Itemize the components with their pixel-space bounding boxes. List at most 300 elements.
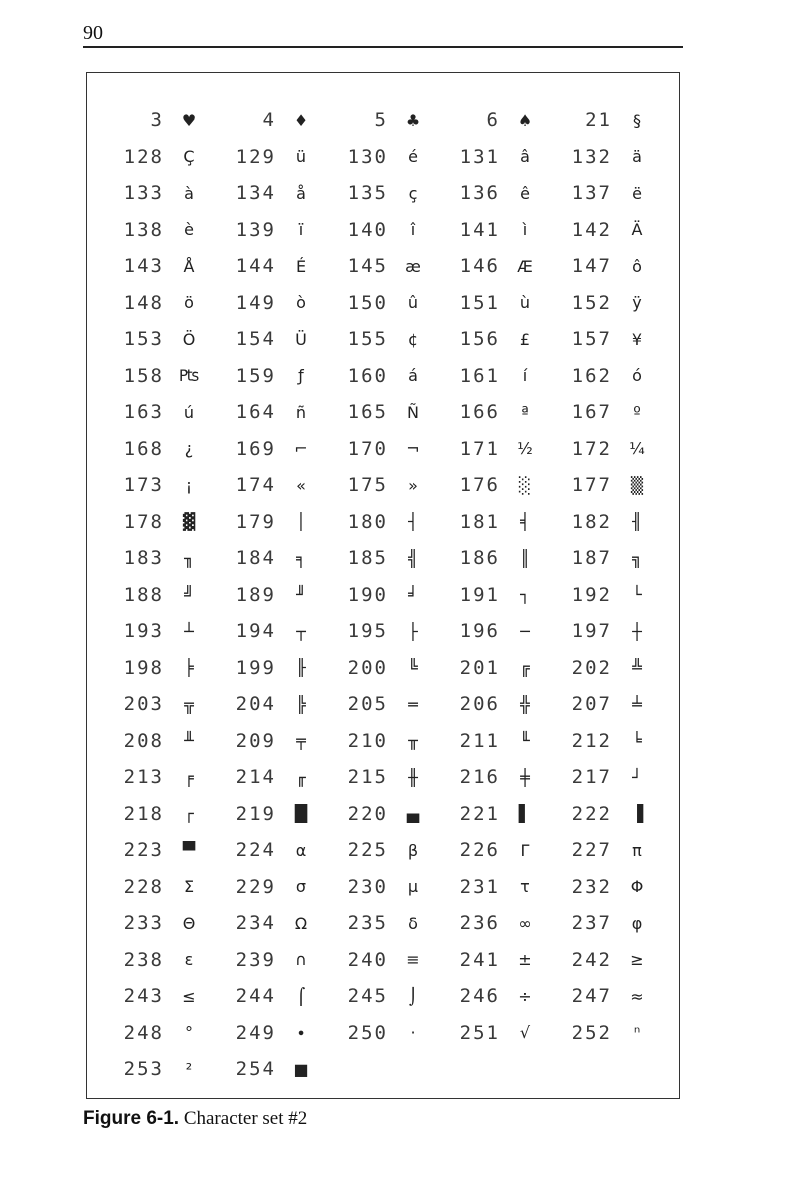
char-glyph: │ bbox=[296, 512, 306, 532]
char-entry bbox=[212, 540, 324, 577]
char-glyph: £ bbox=[519, 329, 531, 349]
char-glyph: █ bbox=[294, 804, 308, 824]
char-glyph: ♥ bbox=[181, 110, 197, 130]
char-code: 5 bbox=[374, 109, 388, 132]
char-code: 184 bbox=[235, 547, 276, 570]
char-entry bbox=[436, 321, 548, 358]
char-entry bbox=[100, 431, 212, 468]
char-glyph: é bbox=[408, 147, 418, 167]
char-code: 155 bbox=[347, 328, 388, 351]
char-entry bbox=[212, 1051, 324, 1088]
char-entry bbox=[436, 577, 548, 614]
char-glyph: ╦ bbox=[184, 694, 194, 714]
char-entry bbox=[324, 212, 436, 249]
char-entry bbox=[212, 942, 324, 979]
char-code: 224 bbox=[235, 839, 276, 862]
char-glyph: ú bbox=[183, 402, 195, 422]
char-glyph: ♦ bbox=[293, 110, 309, 130]
char-entry bbox=[100, 504, 212, 541]
char-entry bbox=[212, 869, 324, 906]
char-entry bbox=[100, 942, 212, 979]
char-code: 164 bbox=[235, 401, 276, 424]
char-entry bbox=[100, 248, 212, 285]
char-entry bbox=[212, 321, 324, 358]
char-glyph: ┼ bbox=[632, 621, 642, 641]
char-code: 189 bbox=[235, 583, 276, 606]
char-code: 196 bbox=[459, 620, 500, 643]
char-code: 145 bbox=[347, 255, 388, 278]
char-entry bbox=[324, 102, 436, 139]
char-glyph: ò bbox=[296, 293, 306, 313]
char-entry bbox=[548, 796, 660, 833]
char-glyph: » bbox=[408, 475, 418, 495]
char-entry bbox=[324, 723, 436, 760]
char-glyph: ç bbox=[408, 183, 418, 203]
char-code: 244 bbox=[235, 985, 276, 1008]
char-code: 128 bbox=[123, 145, 164, 168]
char-glyph: ² bbox=[185, 1059, 193, 1079]
char-entry bbox=[548, 686, 660, 723]
char-glyph: ╜ bbox=[296, 585, 306, 605]
char-glyph: ε bbox=[184, 950, 194, 970]
char-entry bbox=[436, 394, 548, 431]
char-glyph: Ö bbox=[182, 329, 196, 349]
char-code: 216 bbox=[459, 766, 500, 789]
char-entry bbox=[100, 723, 212, 760]
char-code: 241 bbox=[459, 948, 500, 971]
char-entry bbox=[212, 102, 324, 139]
char-entry bbox=[100, 1015, 212, 1052]
char-glyph: Å bbox=[183, 256, 195, 276]
char-glyph: τ bbox=[520, 877, 530, 897]
char-entry bbox=[100, 358, 212, 395]
char-glyph: ╧ bbox=[632, 694, 642, 714]
char-entry bbox=[548, 321, 660, 358]
char-code: 154 bbox=[235, 328, 276, 351]
char-entry bbox=[548, 175, 660, 212]
char-code: 174 bbox=[235, 474, 276, 497]
char-glyph: í bbox=[522, 366, 528, 386]
char-glyph: ∙ bbox=[295, 1023, 306, 1043]
char-code: 251 bbox=[459, 1021, 500, 1044]
char-entry bbox=[100, 394, 212, 431]
char-glyph: ° bbox=[185, 1023, 193, 1043]
char-entry bbox=[436, 102, 548, 139]
char-glyph: ▒ bbox=[630, 475, 644, 495]
char-glyph: ╤ bbox=[296, 731, 306, 751]
char-entry bbox=[100, 905, 212, 942]
char-entry bbox=[100, 832, 212, 869]
char-code: 136 bbox=[459, 182, 500, 205]
char-entry bbox=[548, 978, 660, 1015]
char-code: 177 bbox=[571, 474, 612, 497]
char-code: 195 bbox=[347, 620, 388, 643]
char-code: 172 bbox=[571, 437, 612, 460]
char-glyph: ä bbox=[632, 147, 642, 167]
char-code: 190 bbox=[347, 583, 388, 606]
char-code: 169 bbox=[235, 437, 276, 460]
char-entry bbox=[100, 285, 212, 322]
char-glyph: Φ bbox=[630, 877, 644, 897]
char-entry bbox=[436, 686, 548, 723]
char-entry bbox=[548, 467, 660, 504]
char-entry bbox=[212, 1015, 324, 1052]
char-entry bbox=[436, 613, 548, 650]
char-code: 21 bbox=[585, 109, 612, 132]
char-code: 171 bbox=[459, 437, 500, 460]
char-entry bbox=[548, 540, 660, 577]
char-code: 133 bbox=[123, 182, 164, 205]
char-code: 248 bbox=[123, 1021, 164, 1044]
char-entry bbox=[548, 102, 660, 139]
char-entry bbox=[100, 321, 212, 358]
char-glyph: ≤ bbox=[182, 986, 196, 1006]
char-glyph: ▓ bbox=[182, 512, 196, 532]
char-code: 138 bbox=[123, 218, 164, 241]
char-code: 166 bbox=[459, 401, 500, 424]
char-code: 217 bbox=[571, 766, 612, 789]
char-code: 150 bbox=[347, 291, 388, 314]
char-glyph: ■ bbox=[293, 1059, 309, 1079]
char-code: 188 bbox=[123, 583, 164, 606]
char-code: 159 bbox=[235, 364, 276, 387]
char-code: 198 bbox=[123, 656, 164, 679]
char-glyph: ƒ bbox=[298, 366, 304, 386]
char-entry bbox=[324, 978, 436, 1015]
char-glyph: ₧ bbox=[178, 366, 200, 386]
char-code: 253 bbox=[123, 1058, 164, 1081]
char-entry bbox=[436, 431, 548, 468]
char-entry bbox=[212, 905, 324, 942]
char-code: 203 bbox=[123, 693, 164, 716]
char-code: 246 bbox=[459, 985, 500, 1008]
char-entry bbox=[324, 650, 436, 687]
char-code: 212 bbox=[571, 729, 612, 752]
char-code: 143 bbox=[123, 255, 164, 278]
char-entry bbox=[324, 394, 436, 431]
char-entry bbox=[436, 832, 548, 869]
char-code: 237 bbox=[571, 912, 612, 935]
char-code: 229 bbox=[235, 875, 276, 898]
char-entry bbox=[100, 978, 212, 1015]
char-glyph: ≡ bbox=[406, 950, 420, 970]
char-code: 250 bbox=[347, 1021, 388, 1044]
char-code: 202 bbox=[571, 656, 612, 679]
char-entry bbox=[324, 613, 436, 650]
char-entry bbox=[324, 1015, 436, 1052]
char-glyph: ╬ bbox=[520, 694, 530, 714]
char-glyph: á bbox=[408, 366, 418, 386]
char-code: 132 bbox=[571, 145, 612, 168]
char-glyph: ╨ bbox=[184, 731, 194, 751]
char-glyph: ╢ bbox=[632, 512, 642, 532]
char-glyph: ñ bbox=[295, 402, 307, 422]
char-entry bbox=[324, 832, 436, 869]
char-entry bbox=[212, 832, 324, 869]
char-entry bbox=[212, 394, 324, 431]
char-entry bbox=[436, 650, 548, 687]
char-code: 193 bbox=[123, 620, 164, 643]
char-entry bbox=[436, 942, 548, 979]
char-code: 228 bbox=[123, 875, 164, 898]
char-glyph: Ω bbox=[294, 913, 308, 933]
char-entry bbox=[324, 285, 436, 322]
char-code: 234 bbox=[235, 912, 276, 935]
char-entry bbox=[212, 504, 324, 541]
char-code: 231 bbox=[459, 875, 500, 898]
char-entry bbox=[436, 723, 548, 760]
char-code: 247 bbox=[571, 985, 612, 1008]
char-entry bbox=[548, 431, 660, 468]
char-entry bbox=[100, 540, 212, 577]
char-code: 232 bbox=[571, 875, 612, 898]
char-entry bbox=[212, 723, 324, 760]
char-glyph: ╥ bbox=[408, 731, 418, 751]
char-glyph: ⌐ bbox=[294, 439, 308, 459]
char-glyph: ♣ bbox=[405, 110, 421, 130]
char-glyph: É bbox=[295, 256, 307, 276]
char-entry bbox=[548, 759, 660, 796]
char-glyph: § bbox=[633, 110, 641, 130]
char-glyph: à bbox=[184, 183, 194, 203]
char-entry bbox=[100, 613, 212, 650]
char-code: 161 bbox=[459, 364, 500, 387]
char-code: 168 bbox=[123, 437, 164, 460]
char-entry bbox=[436, 139, 548, 176]
char-code: 230 bbox=[347, 875, 388, 898]
char-glyph: ♠ bbox=[517, 110, 533, 130]
char-code: 153 bbox=[123, 328, 164, 351]
char-code: 205 bbox=[347, 693, 388, 716]
char-glyph: ª bbox=[521, 402, 529, 422]
char-code: 215 bbox=[347, 766, 388, 789]
figure-caption bbox=[83, 1108, 307, 1130]
char-code: 6 bbox=[486, 109, 500, 132]
char-code: 165 bbox=[347, 401, 388, 424]
caption-label: Figure 6-1. bbox=[83, 1108, 180, 1129]
char-glyph: φ bbox=[631, 913, 643, 933]
char-code: 201 bbox=[459, 656, 500, 679]
char-code: 238 bbox=[123, 948, 164, 971]
char-entry bbox=[436, 796, 548, 833]
char-glyph: β bbox=[407, 840, 419, 860]
char-entry bbox=[212, 650, 324, 687]
char-entry bbox=[324, 467, 436, 504]
char-glyph: ╗ bbox=[632, 548, 642, 568]
char-glyph: Γ bbox=[520, 840, 530, 860]
char-code: 131 bbox=[459, 145, 500, 168]
char-glyph: ╓ bbox=[296, 767, 306, 787]
char-code: 213 bbox=[123, 766, 164, 789]
char-entry bbox=[548, 905, 660, 942]
char-glyph: ─ bbox=[520, 621, 530, 641]
char-glyph: ù bbox=[519, 293, 531, 313]
char-glyph: ö bbox=[184, 293, 194, 313]
char-glyph: ╔ bbox=[520, 658, 530, 678]
char-code: 252 bbox=[571, 1021, 612, 1044]
char-code: 178 bbox=[123, 510, 164, 533]
char-entry bbox=[212, 759, 324, 796]
char-glyph: σ bbox=[295, 877, 307, 897]
char-code: 192 bbox=[571, 583, 612, 606]
char-entry bbox=[548, 285, 660, 322]
char-entry bbox=[436, 248, 548, 285]
char-entry bbox=[212, 431, 324, 468]
char-entry bbox=[212, 467, 324, 504]
char-glyph: ╪ bbox=[520, 767, 530, 787]
char-entry bbox=[100, 175, 212, 212]
char-entry bbox=[436, 759, 548, 796]
char-code: 149 bbox=[235, 291, 276, 314]
char-code: 144 bbox=[235, 255, 276, 278]
char-entry bbox=[324, 431, 436, 468]
header-rule bbox=[83, 46, 683, 48]
char-entry bbox=[324, 796, 436, 833]
char-entry bbox=[100, 212, 212, 249]
char-glyph: ≥ bbox=[630, 950, 644, 970]
char-entry bbox=[100, 650, 212, 687]
char-code: 200 bbox=[347, 656, 388, 679]
char-code: 197 bbox=[571, 620, 612, 643]
char-entry bbox=[212, 978, 324, 1015]
char-glyph: î bbox=[410, 220, 416, 240]
char-code: 142 bbox=[571, 218, 612, 241]
char-glyph: └ bbox=[632, 585, 642, 605]
char-glyph: ó bbox=[632, 366, 642, 386]
char-entry bbox=[548, 613, 660, 650]
char-entry bbox=[324, 358, 436, 395]
char-glyph: ¼ bbox=[629, 439, 645, 459]
char-glyph: ┴ bbox=[184, 621, 194, 641]
char-code: 206 bbox=[459, 693, 500, 716]
char-code: 182 bbox=[571, 510, 612, 533]
char-code: 227 bbox=[571, 839, 612, 862]
char-entry bbox=[212, 613, 324, 650]
char-entry bbox=[324, 686, 436, 723]
char-glyph: ╛ bbox=[408, 585, 418, 605]
char-entry bbox=[324, 248, 436, 285]
char-glyph: Ñ bbox=[407, 402, 419, 422]
char-glyph: ┌ bbox=[184, 804, 194, 824]
char-glyph: ¥ bbox=[631, 329, 643, 349]
char-entry bbox=[324, 869, 436, 906]
char-glyph: ∞ bbox=[518, 913, 532, 933]
char-entry bbox=[324, 905, 436, 942]
char-entry bbox=[548, 942, 660, 979]
char-entry bbox=[324, 577, 436, 614]
char-glyph: ⌡ bbox=[408, 986, 418, 1006]
char-code: 179 bbox=[235, 510, 276, 533]
char-entry bbox=[324, 321, 436, 358]
char-glyph: Ä bbox=[631, 220, 643, 240]
char-glyph: ┬ bbox=[296, 621, 306, 641]
char-entry bbox=[212, 796, 324, 833]
char-glyph: ╙ bbox=[520, 731, 530, 751]
char-entry bbox=[436, 285, 548, 322]
caption-text: Character set #2 bbox=[183, 1108, 308, 1129]
char-glyph: ½ bbox=[517, 439, 533, 459]
char-entry bbox=[548, 650, 660, 687]
char-glyph: ï bbox=[298, 220, 304, 240]
char-code: 194 bbox=[235, 620, 276, 643]
char-glyph: ╒ bbox=[184, 767, 194, 787]
char-glyph: ═ bbox=[408, 694, 418, 714]
char-code: 139 bbox=[235, 218, 276, 241]
char-glyph: Σ bbox=[183, 877, 195, 897]
char-code: 176 bbox=[459, 474, 500, 497]
char-code: 151 bbox=[459, 291, 500, 314]
char-glyph: δ bbox=[408, 913, 418, 933]
char-code: 226 bbox=[459, 839, 500, 862]
char-entry bbox=[212, 139, 324, 176]
char-code: 239 bbox=[235, 948, 276, 971]
character-table bbox=[100, 102, 660, 1088]
char-code: 240 bbox=[347, 948, 388, 971]
char-glyph: ÿ bbox=[632, 293, 642, 313]
char-code: 242 bbox=[571, 948, 612, 971]
char-code: 137 bbox=[571, 182, 612, 205]
char-entry bbox=[436, 978, 548, 1015]
char-code: 163 bbox=[123, 401, 164, 424]
char-entry bbox=[324, 942, 436, 979]
char-glyph: ¬ bbox=[406, 439, 420, 459]
char-glyph: Æ bbox=[517, 256, 533, 276]
char-code: 210 bbox=[347, 729, 388, 752]
char-code: 233 bbox=[123, 912, 164, 935]
char-code: 135 bbox=[347, 182, 388, 205]
char-glyph: ░ bbox=[518, 475, 532, 495]
char-code: 4 bbox=[262, 109, 276, 132]
char-code: 254 bbox=[235, 1058, 276, 1081]
char-glyph: ¢ bbox=[407, 329, 419, 349]
char-entry bbox=[548, 212, 660, 249]
char-entry bbox=[212, 212, 324, 249]
char-code: 220 bbox=[347, 802, 388, 825]
char-code: 207 bbox=[571, 693, 612, 716]
char-glyph: ╟ bbox=[296, 658, 306, 678]
char-code: 185 bbox=[347, 547, 388, 570]
char-code: 162 bbox=[571, 364, 612, 387]
char-code: 148 bbox=[123, 291, 164, 314]
char-entry bbox=[100, 102, 212, 139]
char-code: 245 bbox=[347, 985, 388, 1008]
char-glyph: ▄ bbox=[406, 804, 420, 824]
char-entry bbox=[548, 1015, 660, 1052]
char-glyph: ┐ bbox=[520, 585, 530, 605]
char-entry bbox=[436, 1015, 548, 1052]
char-code: 181 bbox=[459, 510, 500, 533]
char-glyph: â bbox=[520, 147, 530, 167]
char-glyph: « bbox=[296, 475, 306, 495]
char-entry bbox=[324, 504, 436, 541]
char-code: 152 bbox=[571, 291, 612, 314]
char-glyph: π bbox=[632, 840, 642, 860]
char-glyph: å bbox=[296, 183, 306, 203]
char-code: 223 bbox=[123, 839, 164, 862]
char-entry bbox=[548, 358, 660, 395]
char-glyph: ╕ bbox=[296, 548, 306, 568]
char-code: 187 bbox=[571, 547, 612, 570]
char-entry bbox=[436, 504, 548, 541]
char-entry bbox=[212, 175, 324, 212]
char-code: 218 bbox=[123, 802, 164, 825]
char-glyph: ╡ bbox=[520, 512, 530, 532]
char-code: 183 bbox=[123, 547, 164, 570]
char-entry bbox=[324, 139, 436, 176]
char-glyph: æ bbox=[405, 256, 421, 276]
char-glyph: √ bbox=[519, 1023, 531, 1043]
char-entry bbox=[324, 759, 436, 796]
